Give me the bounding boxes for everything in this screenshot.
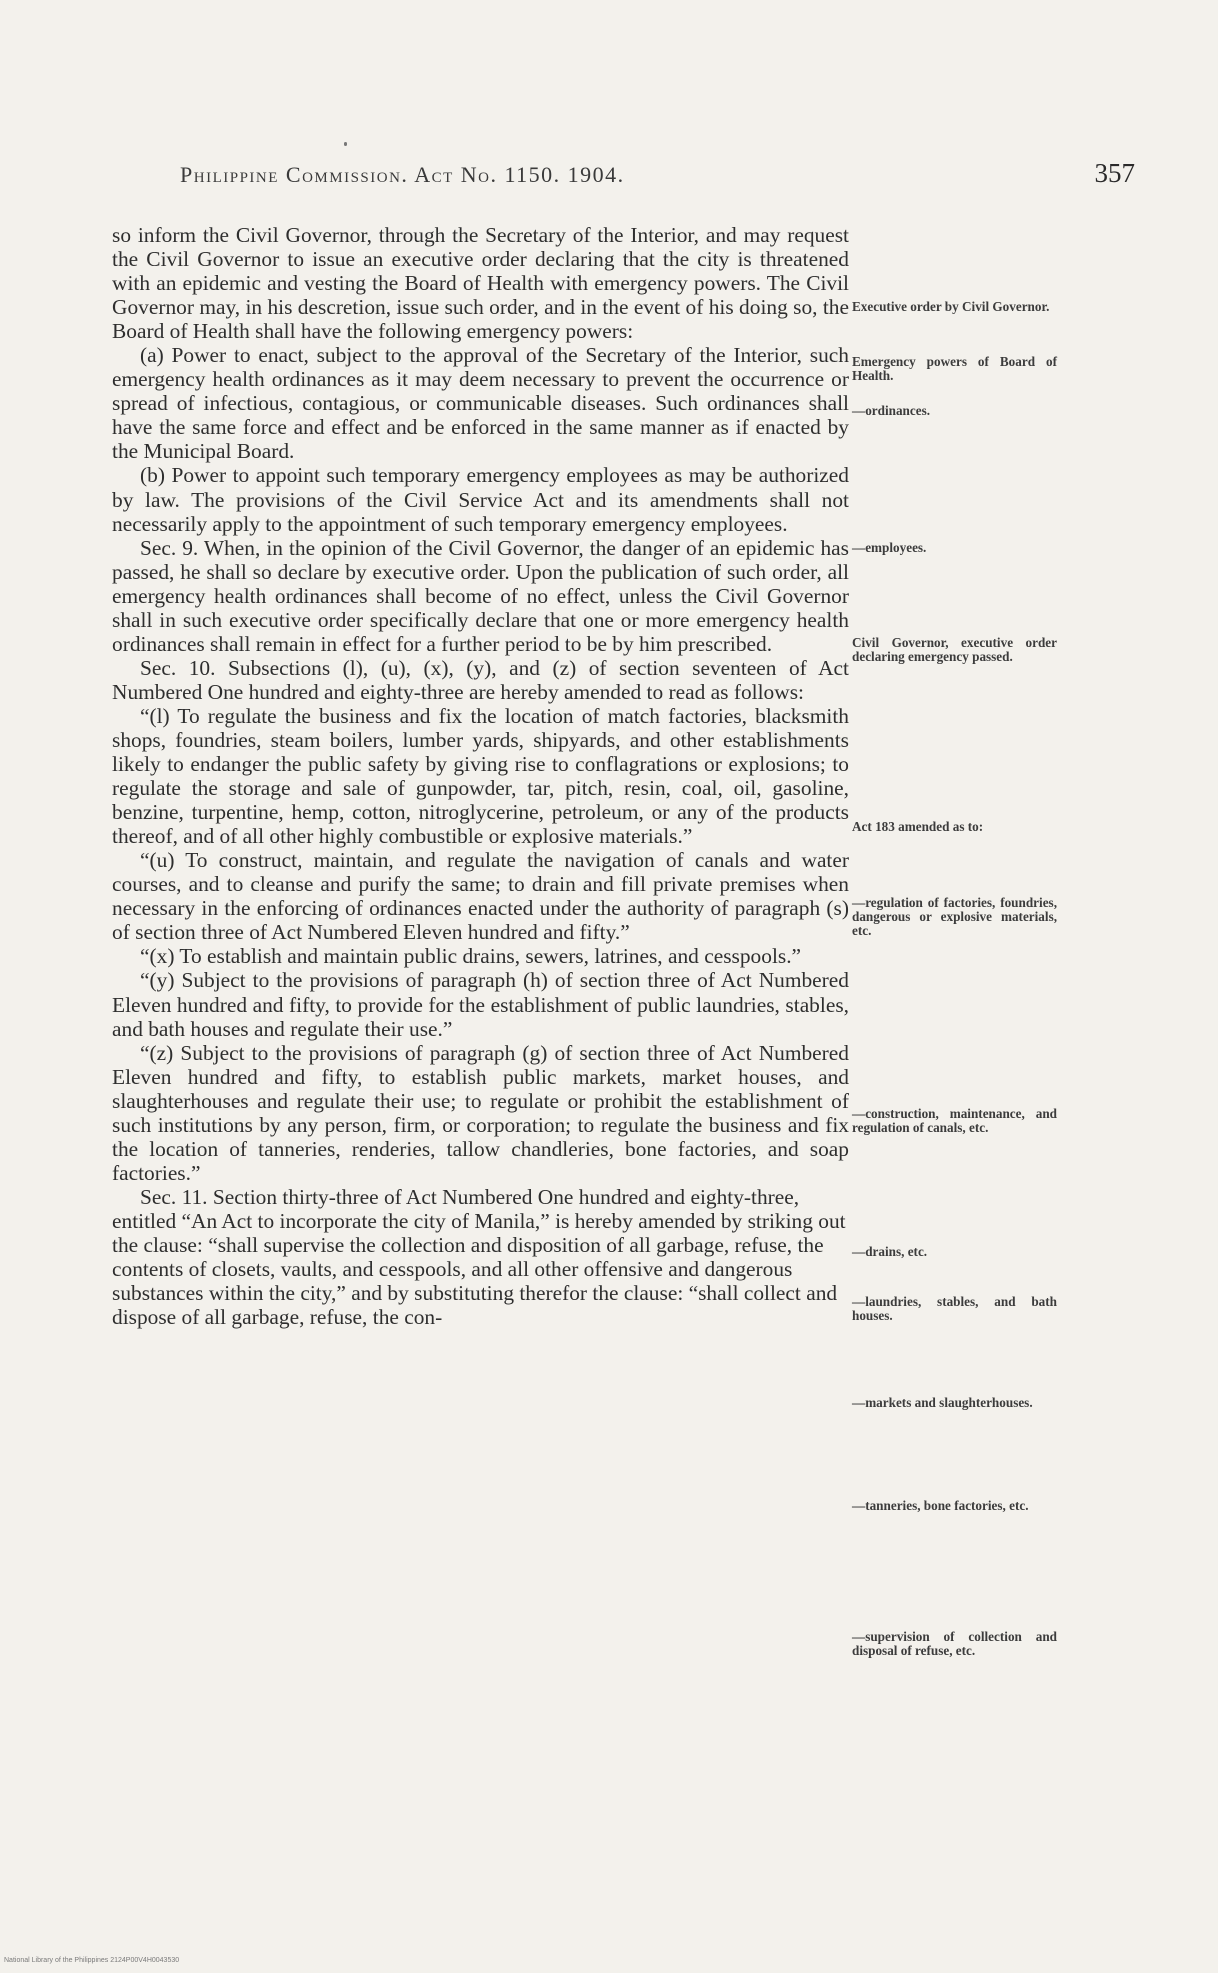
- margin-note: —employees.: [852, 540, 927, 555]
- print-speck: [344, 142, 347, 146]
- paragraph: “(z) Subject to the provisions of paragraph (g) of section three of Act Numbered Eleven hundred and fifty, to establish public markets, market houses, and slaughterhouses and regulate their use; to regulate or prohibit the establishment of such institutions by any person, firm, or corporation; to regulate the business and fix the location of tanneries, renderies, tallow chandleries, bone factories, and soap factories.”: [112, 1040, 849, 1185]
- margin-note: —ordinances.: [852, 403, 931, 418]
- paragraph: Sec. 9. When, in the opinion of the Civil Governor, the danger of an epidemic has passed, he shall so declare by executive order. Upon the publication of such order, all emergency health ordinances shall become of no effect, unless the Civil Governor shall in such executive order specifically declare that one or more emergency health ordinances shall remain in effect for a further period to be by him prescribed.: [112, 535, 849, 656]
- running-title: Philippine Commission. Act No. 1150. 1904.: [180, 162, 625, 187]
- paragraph: so inform the Civil Governor, through the Secretary of the Interior, and may request the Civil Governor to issue an executive order declaring that the city is threatened with an epidemic and vesting the Board of Health with emergency powers. The Civil Governor may, in his descretion, issue such order, and in the event of his doing so, the Board of Health shall have the following emergency powers:: [112, 223, 849, 344]
- paragraph: “(l) To regulate the business and fix the location of match factories, blacksmith shops, foundries, steam boilers, lumber yards, shipyards, and other establishments likely to endanger the public safety by giving rise to conflagrations or explosions; to regulate the storage and sale of gunpowder, tar, pitch, resin, coal, oil, gasoline, benzine, turpentine, hemp, cotton, nitroglycerine, petroleum, or any of the products thereof, and of all other highly combustible or explosive materials.”: [112, 703, 849, 849]
- margin-note: —markets and slaughterhouses.: [852, 1395, 1033, 1410]
- paragraph: (b) Power to appoint such temporary emergency employees as may be authorized by law. The provisions of the Civil Service Act and its amendments shall not necessarily apply to the appointment of such temporary emergency employees.: [112, 463, 849, 536]
- margin-note: Civil Governor, executive order declaring emergency passed.: [852, 635, 1057, 664]
- margin-note: —laundries, stables, and bath houses.: [852, 1294, 1057, 1323]
- margin-note: —supervision of collection and disposal of refuse, etc.: [852, 1629, 1057, 1658]
- body-text: [112, 223, 849, 1329]
- page-number: 357: [1094, 158, 1135, 188]
- library-stamp: National Library of the Philippines 2124P00V4H0043530: [4, 1957, 180, 1964]
- margin-note: Emergency powers of Board of Health.: [852, 354, 1057, 383]
- margin-note: —regulation of factories, foundries, dangerous or explosive materials, etc.: [852, 895, 1057, 938]
- margin-note: Executive order by Civil Governor.: [852, 299, 1050, 314]
- margin-note: —construction, maintenance, and regulation of canals, etc.: [852, 1106, 1057, 1135]
- margin-note: Act 183 amended as to:: [852, 819, 984, 834]
- paragraph: “(y) Subject to the provisions of paragraph (h) of section three of Act Numbered Eleven hundred and fifty, to provide for the establishment of public laundries, stables, and bath houses and regulate their use.”: [112, 968, 849, 1041]
- paragraph: “(x) To establish and maintain public drains, sewers, latrines, and cesspools.”: [140, 944, 802, 969]
- paragraph: Sec. 11. Section thirty-three of Act Numbered One hundred and eighty-three, entitled “An Act to incorporate the city of Manila,” is hereby amended by striking out the clause: “shall supervise the collection and disposition of all garbage, refuse, the contents of closets, vaults, and cesspools, and all other offensive and dangerous substances within the city,” and by substituting therefor the clause: “shall collect and dispose of all garbage, refuse, the con-: [112, 1184, 846, 1330]
- margin-note: —drains, etc.: [852, 1244, 928, 1259]
- running-header: [160, 158, 1135, 202]
- paragraph: (a) Power to enact, subject to the approval of the Secretary of the Interior, such emergency health ordinances as it may deem necessary to prevent the occurrence or spread of infectious, contagious, or communicable diseases. Such ordinances shall have the same force and effect and be enforced in the same manner as if enacted by the Municipal Board.: [112, 343, 849, 464]
- paragraph: “(u) To construct, maintain, and regulate the navigation of canals and water courses, and to cleanse and purify the same; to drain and fill private premises when necessary in the enforcing of ordinances enacted under the authority of paragraph (s) of section three of Act Numbered Eleven hundred and fifty.”: [112, 848, 849, 945]
- margin-note: —tanneries, bone factories, etc.: [852, 1498, 1029, 1513]
- paragraph: Sec. 10. Subsections (l), (u), (x), (y), and (z) of section seventeen of Act Numbered One hundred and eighty-three are hereby amended to read as follows:: [112, 655, 849, 704]
